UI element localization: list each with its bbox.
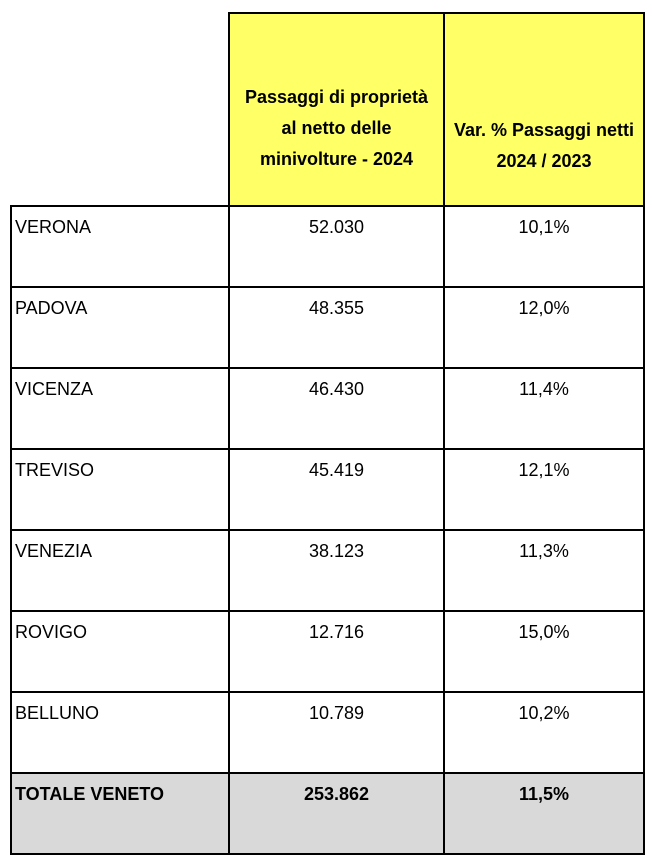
variazione-cell: 10,2%: [444, 692, 644, 773]
table-row: [11, 449, 644, 530]
table-row: [11, 206, 644, 287]
variazione-cell: 12,0%: [444, 287, 644, 368]
table-row: [11, 530, 644, 611]
passaggi-cell: 48.355: [229, 287, 444, 368]
province-cell: PADOVA: [11, 287, 229, 368]
province-cell: BELLUNO: [11, 692, 229, 773]
variazione-cell: 10,1%: [444, 206, 644, 287]
table-row: [11, 692, 644, 773]
total-variazione: 11,5%: [444, 773, 644, 854]
table-row: [11, 611, 644, 692]
variazione-cell: 11,3%: [444, 530, 644, 611]
variazione-cell: 11,4%: [444, 368, 644, 449]
data-table: [10, 12, 645, 855]
province-cell: VENEZIA: [11, 530, 229, 611]
passaggi-cell: 10.789: [229, 692, 444, 773]
table-row: [11, 287, 644, 368]
total-row: [11, 773, 644, 854]
table-row: [11, 368, 644, 449]
variazione-cell: 12,1%: [444, 449, 644, 530]
passaggi-cell: 46.430: [229, 368, 444, 449]
passaggi-cell: 12.716: [229, 611, 444, 692]
header-empty-cell: [11, 13, 229, 206]
total-label: TOTALE VENETO: [11, 773, 229, 854]
variazione-cell: 15,0%: [444, 611, 644, 692]
passaggi-cell: 45.419: [229, 449, 444, 530]
province-cell: TREVISO: [11, 449, 229, 530]
province-cell: VERONA: [11, 206, 229, 287]
header-variazione: Var. % Passaggi netti 2024 / 2023: [444, 13, 644, 206]
header-row: [11, 13, 644, 206]
total-passaggi: 253.862: [229, 773, 444, 854]
passaggi-cell: 52.030: [229, 206, 444, 287]
passaggi-cell: 38.123: [229, 530, 444, 611]
header-passaggi: Passaggi di proprietà al netto delle minivolture - 2024: [229, 13, 444, 206]
province-cell: ROVIGO: [11, 611, 229, 692]
province-cell: VICENZA: [11, 368, 229, 449]
